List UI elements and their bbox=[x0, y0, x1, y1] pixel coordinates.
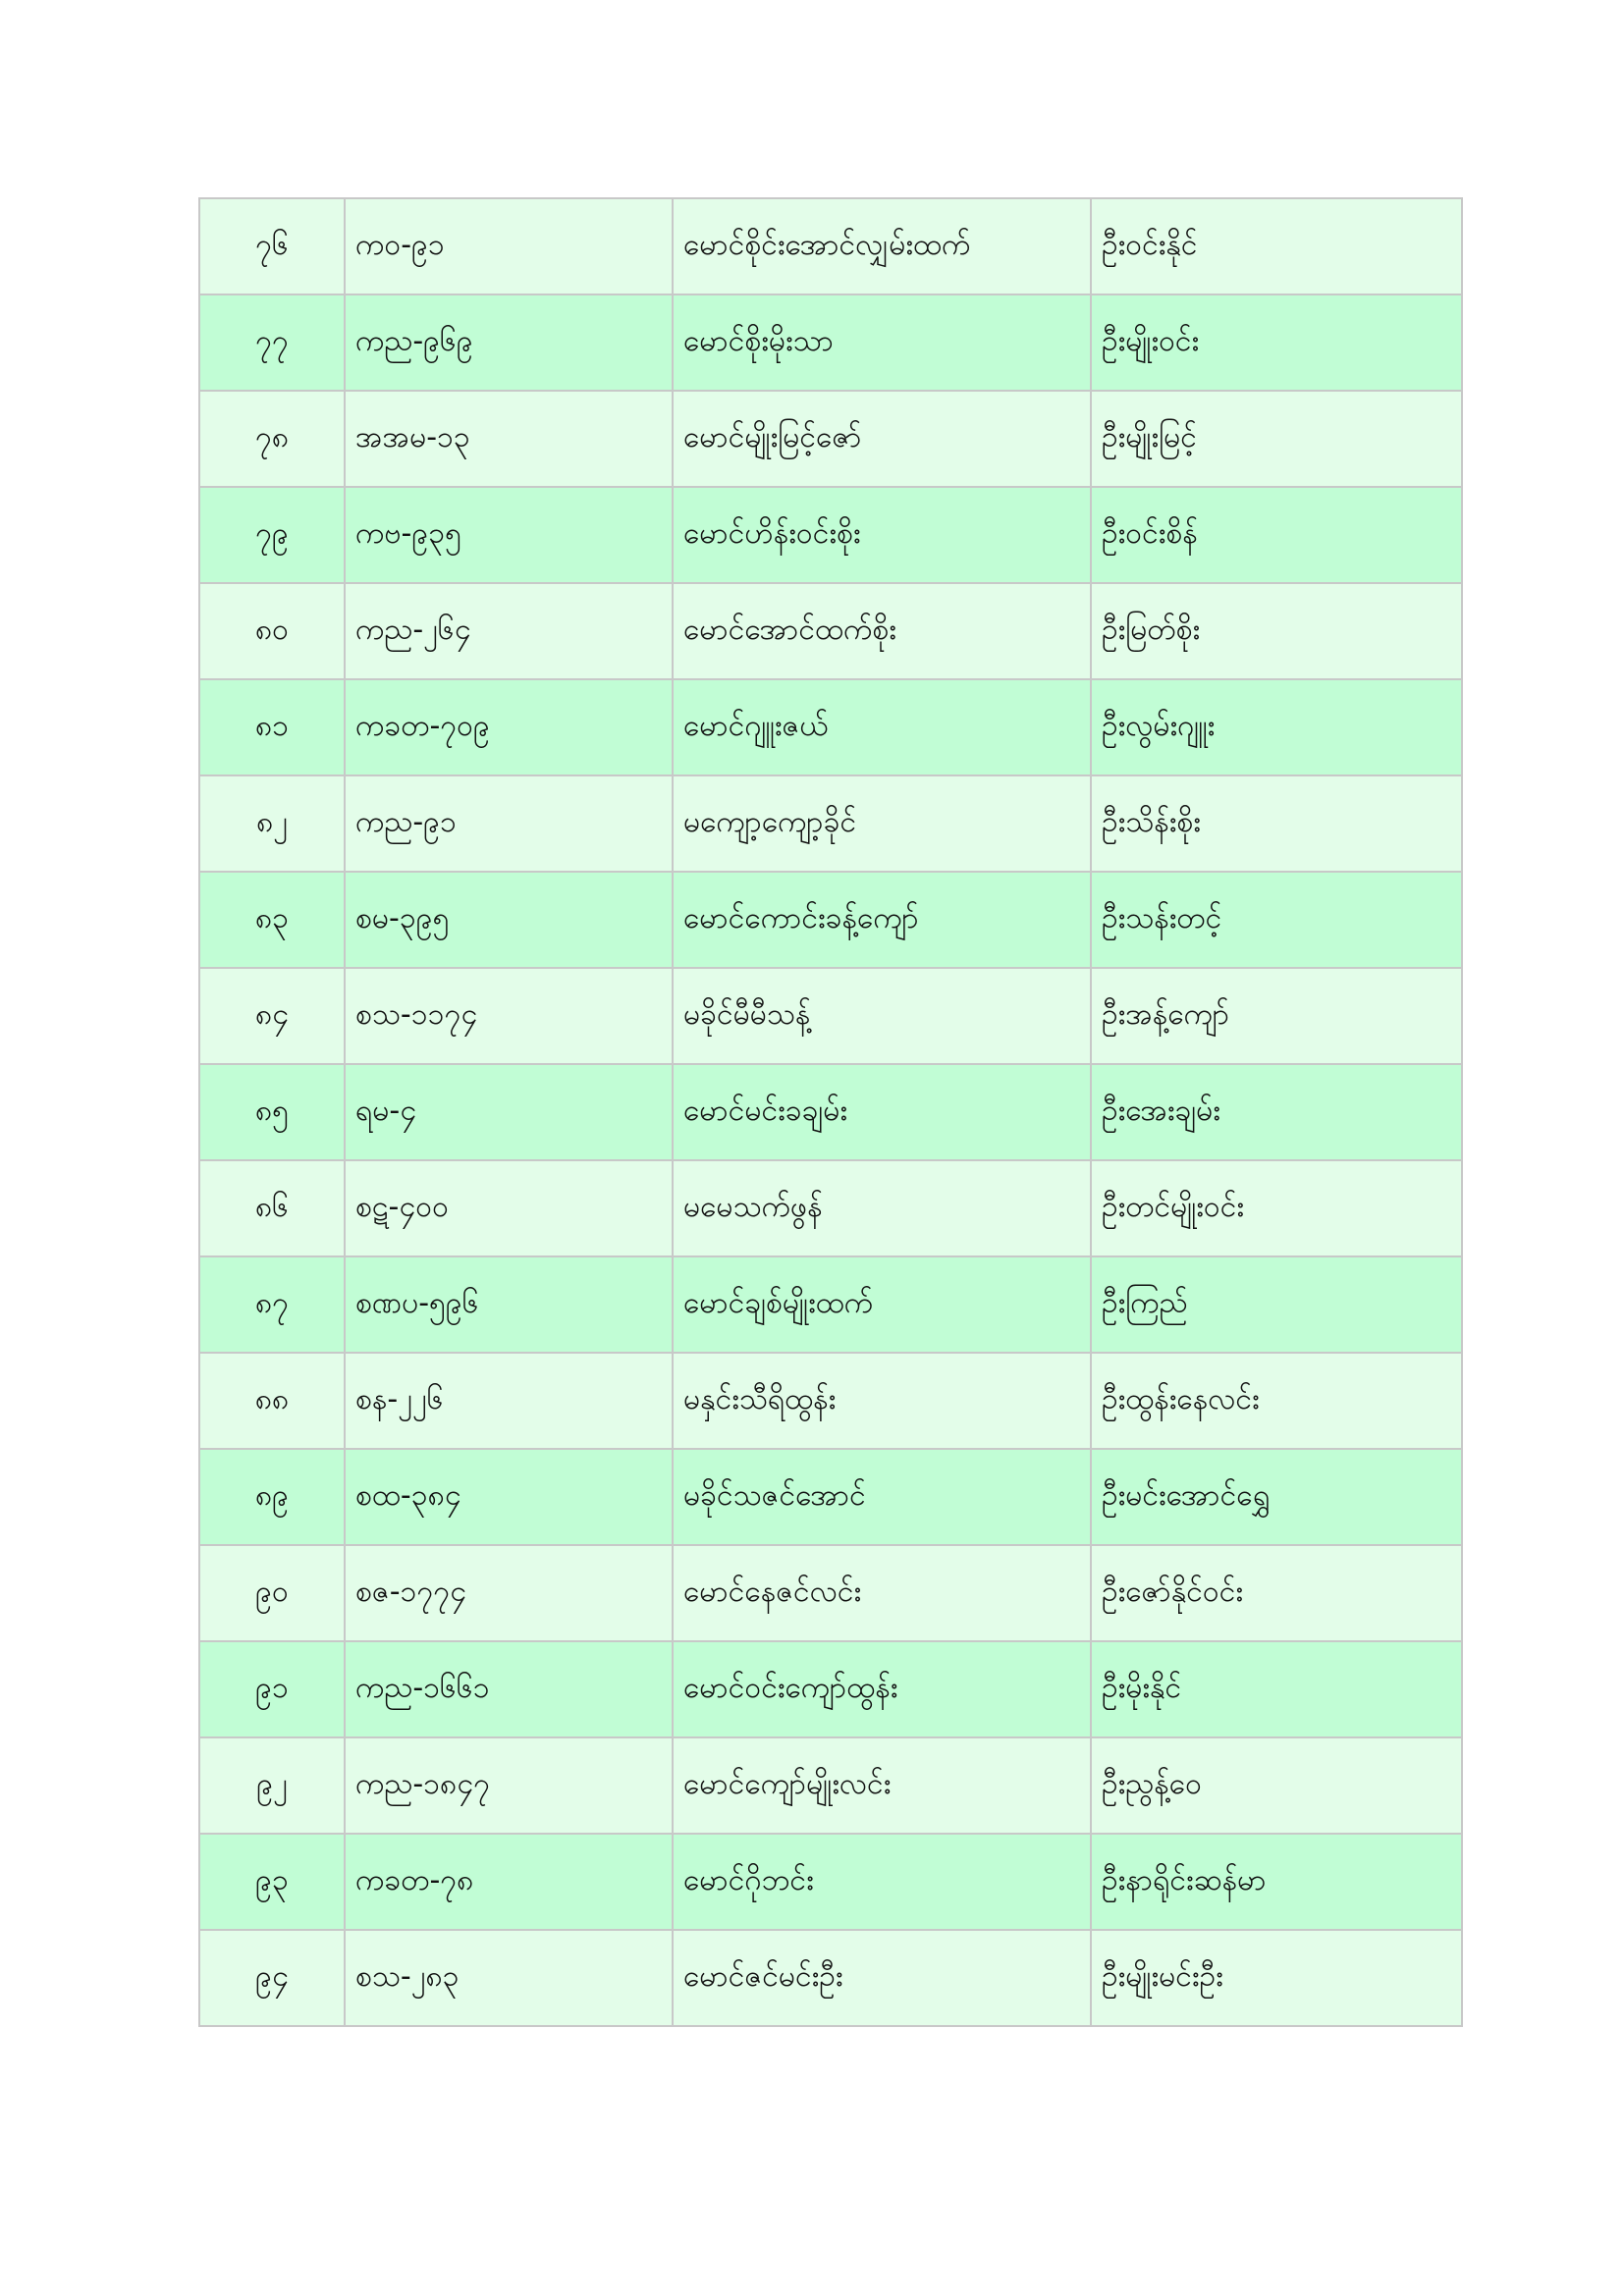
father-name: ဦးဝင်းစိန် bbox=[1091, 487, 1462, 583]
table-row bbox=[199, 1834, 1462, 1930]
father-name: ဦးမင်းအောင်ရွှေ bbox=[1091, 1449, 1462, 1545]
roll-number: ကည-၁၆၆၁ bbox=[345, 1641, 673, 1737]
student-name: မောင်ဟိန်းဝင်းစိုး bbox=[673, 487, 1091, 583]
row-number: ၇၈ bbox=[199, 391, 345, 487]
table-row bbox=[199, 872, 1462, 968]
roll-number: စဏပ-၅၉၆ bbox=[345, 1256, 673, 1353]
roll-number: ကဝ-၉၁ bbox=[345, 198, 673, 294]
student-name: မောင်ဂျူးဇယ် bbox=[673, 679, 1091, 775]
roll-number: စမ-၃၉၅ bbox=[345, 872, 673, 968]
student-name: မောင်စိုင်းအောင်လျှမ်းထက် bbox=[673, 198, 1091, 294]
row-number: ၈၀ bbox=[199, 583, 345, 679]
row-number: ၈၅ bbox=[199, 1064, 345, 1160]
student-name: မကျော့ကျော့ခိုင် bbox=[673, 775, 1091, 872]
father-name: ဦးအန့်ကျော် bbox=[1091, 968, 1462, 1064]
table-row bbox=[199, 1064, 1462, 1160]
table-row bbox=[199, 198, 1462, 294]
table-row bbox=[199, 391, 1462, 487]
father-name: ဦးမြတ်စိုး bbox=[1091, 583, 1462, 679]
father-name: ဦးနာရိုင်းဆန်မာ bbox=[1091, 1834, 1462, 1930]
table-row bbox=[199, 487, 1462, 583]
row-number: ၈၈ bbox=[199, 1353, 345, 1449]
table-row bbox=[199, 583, 1462, 679]
father-name: ဦးထွန်းနေလင်း bbox=[1091, 1353, 1462, 1449]
roll-number: ကည-၉၆၉ bbox=[345, 294, 673, 391]
father-name: ဦးလွမ်းဂျူး bbox=[1091, 679, 1462, 775]
father-name: ဦးမျိုးမင်းဦး bbox=[1091, 1930, 1462, 2026]
table-row bbox=[199, 1449, 1462, 1545]
student-name: မောင်စိုးမိုးသာ bbox=[673, 294, 1091, 391]
roll-number: ရမ-၄ bbox=[345, 1064, 673, 1160]
row-number: ၉၃ bbox=[199, 1834, 345, 1930]
student-name: မောင်ကောင်းခန့်ကျော် bbox=[673, 872, 1091, 968]
row-number: ၇၇ bbox=[199, 294, 345, 391]
father-name: ဦးသန်းတင့် bbox=[1091, 872, 1462, 968]
table-row bbox=[199, 1641, 1462, 1737]
roll-number: ကခတ-၇၈ bbox=[345, 1834, 673, 1930]
table-row bbox=[199, 1256, 1462, 1353]
student-name: မခိုင်သဇင်အောင် bbox=[673, 1449, 1091, 1545]
roll-number: စသ-၁၁၇၄ bbox=[345, 968, 673, 1064]
student-name: မောင်ချစ်မျိုးထက် bbox=[673, 1256, 1091, 1353]
row-number: ၈၉ bbox=[199, 1449, 345, 1545]
father-name: ဦးတင်မျိုးဝင်း bbox=[1091, 1160, 1462, 1256]
father-name: ဦးဇော်နိုင်ဝင်း bbox=[1091, 1545, 1462, 1641]
row-number: ၉၁ bbox=[199, 1641, 345, 1737]
father-name: ဦးအေးချမ်း bbox=[1091, 1064, 1462, 1160]
student-name: မောင်နေဇင်လင်း bbox=[673, 1545, 1091, 1641]
roll-number: စဋ-၄၀၀ bbox=[345, 1160, 673, 1256]
student-name: မခိုင်မီမီသန့် bbox=[673, 968, 1091, 1064]
student-name: မမေသက်ဖွန် bbox=[673, 1160, 1091, 1256]
roll-number: ကခတ-၇၀၉ bbox=[345, 679, 673, 775]
row-number: ၇၆ bbox=[199, 198, 345, 294]
row-number: ၈၃ bbox=[199, 872, 345, 968]
student-name: မောင်မျိုးမြင့်ဇော် bbox=[673, 391, 1091, 487]
father-name: ဦးမျိုးမြင့် bbox=[1091, 391, 1462, 487]
roll-number: စထ-၃၈၄ bbox=[345, 1449, 673, 1545]
table-row bbox=[199, 1545, 1462, 1641]
row-number: ၈၇ bbox=[199, 1256, 345, 1353]
father-name: ဦးဝင်းနိုင် bbox=[1091, 198, 1462, 294]
father-name: ဦးကြည် bbox=[1091, 1256, 1462, 1353]
table-row bbox=[199, 1160, 1462, 1256]
row-number: ၇၉ bbox=[199, 487, 345, 583]
roll-number: အအမ-၁၃ bbox=[345, 391, 673, 487]
roll-number: ကည-၉၁ bbox=[345, 775, 673, 872]
roll-number: စသ-၂၈၃ bbox=[345, 1930, 673, 2026]
row-number: ၉၂ bbox=[199, 1737, 345, 1834]
table-row bbox=[199, 1353, 1462, 1449]
table-row bbox=[199, 294, 1462, 391]
father-name: ဦးမျိုးဝင်း bbox=[1091, 294, 1462, 391]
student-name: မောင်ကျော်မျိုးလင်း bbox=[673, 1737, 1091, 1834]
student-name: မောင်ဂိုဘင်း bbox=[673, 1834, 1091, 1930]
roll-number: စန-၂၂၆ bbox=[345, 1353, 673, 1449]
father-name: ဦးသိန်းစိုး bbox=[1091, 775, 1462, 872]
row-number: ၉၀ bbox=[199, 1545, 345, 1641]
table-row bbox=[199, 1930, 1462, 2026]
student-name: မောင်ဝင်းကျော်ထွန်း bbox=[673, 1641, 1091, 1737]
father-name: ဦးညွန့်ဝေ bbox=[1091, 1737, 1462, 1834]
row-number: ၈၄ bbox=[199, 968, 345, 1064]
table-row bbox=[199, 1737, 1462, 1834]
roll-number: ကည-၁၈၄၇ bbox=[345, 1737, 673, 1834]
roll-number: စဇ-၁၇၇၄ bbox=[345, 1545, 673, 1641]
table-row bbox=[199, 968, 1462, 1064]
father-name: ဦးမိုးနိုင် bbox=[1091, 1641, 1462, 1737]
row-number: ၈၂ bbox=[199, 775, 345, 872]
student-name: မနှင်းသီရိထွန်း bbox=[673, 1353, 1091, 1449]
student-name: မောင်အောင်ထက်စိုး bbox=[673, 583, 1091, 679]
row-number: ၈၁ bbox=[199, 679, 345, 775]
student-name: မောင်မင်းခချမ်း bbox=[673, 1064, 1091, 1160]
row-number: ၉၄ bbox=[199, 1930, 345, 2026]
results-table bbox=[198, 197, 1463, 2027]
table-row bbox=[199, 775, 1462, 872]
results-table-body bbox=[199, 198, 1462, 2026]
roll-number: ကည-၂၆၄ bbox=[345, 583, 673, 679]
row-number: ၈၆ bbox=[199, 1160, 345, 1256]
table-row bbox=[199, 679, 1462, 775]
roll-number: ကဗ-၉၃၅ bbox=[345, 487, 673, 583]
student-name: မောင်ဇင်မင်းဦး bbox=[673, 1930, 1091, 2026]
